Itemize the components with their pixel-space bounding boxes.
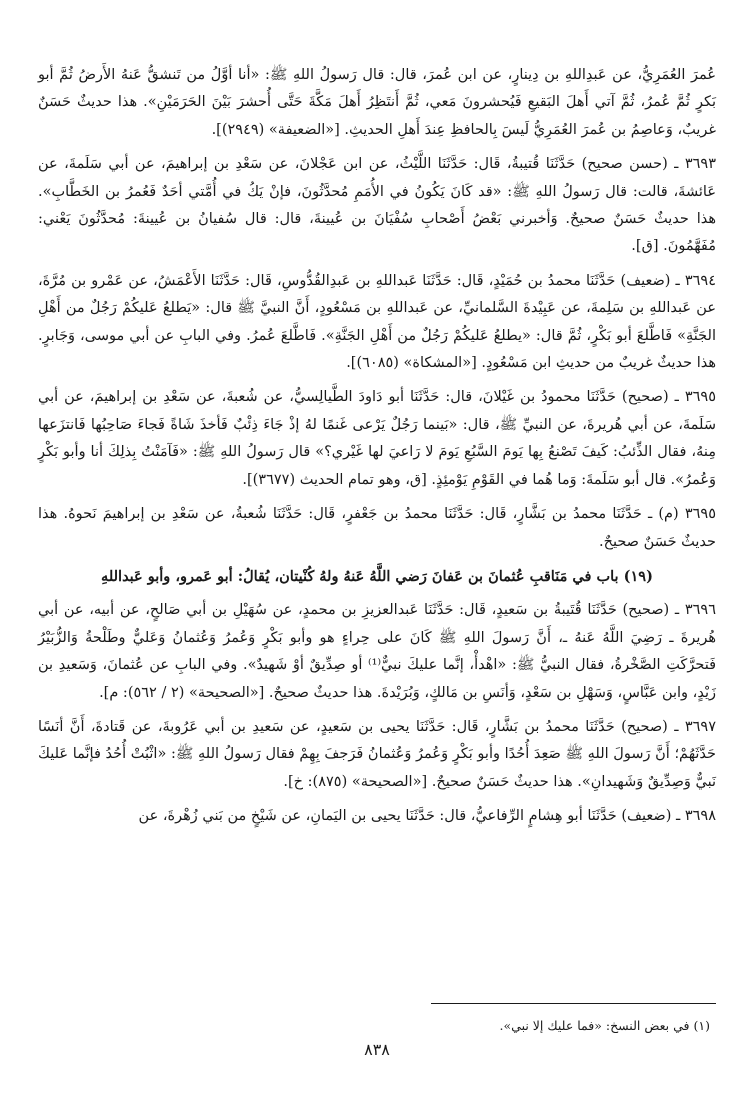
hadith-3696: ٣٦٩٦ ـ (صحيح) حَدَّثَنَا قُتَيبةُ بن سَعيدٍ، قَال: حَدَّثَنَا عَبدالعزيزِ بن محمدٍ، عن سُهَيْلِ بن أبي صَالحٍ، عن أبيه، عن أبي هُريرةَ ـ رَضِيَ اللَّهُ عَنهُ ـ، أَنَّ رَسولَ اللهِ ﷺ كَانَ على حِراءٍ هو وأبو بَكْرٍ وَعُمرُ وَعُثمانُ وَعَليٌّ وطَلْحةُ وَالزُّبَيْرُ فَتحرَّكَتِ الصَّخْرةُ، فقال النبيُّ ﷺ: «اهْدأْ، إنَّما عليكَ نبيٌّ⁽¹⁾ أو صِدِّيقٌ أوْ شَهيدٌ». وفي البابِ عن عُثمانَ، وَسَعيدِ بن زَيْدٍ، وابن عَبَّاسٍ، وَسَهْلِ بن سَعْدٍ، وَأنَسِ بن مَالكٍ، وَبُرَيْدةَ. هذا حديثٌ صحيحٌ. [«الصحيحة» (٢ / ٥٦٢): م]. [38,602,716,701]
hadith-3698: ٣٦٩٨ ـ (ضعيف) حَدَّثَنَا أبو هِشامٍ الرِّفاعيُّ، قال: حَدَّثَنَا يحيى بن اليَمانِ، عن شَيْخٍ من بَني زُهْرةَ، عن [138,808,716,825]
hadith-3697: ٣٦٩٧ ـ (صحيح) حَدَّثَنَا محمدُ بن بَشَّارٍ، قَال: حَدَّثَنَا يحيى بن سَعيدٍ، عن سَعيدِ بن أبي عَرُوبةَ، عن قَتادةَ، أَنَّ أنَسًا حَدَّثَهُمْ؛ أَنَّ رَسولَ اللهِ ﷺ صَعِدَ أُحُدًا وأبو بَكْرٍ وَعُمرُ وَعُثمانُ فَرَجفَ بِهِمْ فقال رَسولُ اللهِ ﷺ: «اثْبُتْ أُحُدُ فإنَّما عَليكَ نَبيٌّ وَصِدِّيقٌ وَشَهيدانِ». هذا حديثٌ حَسَنٌ صحيحٌ. [«الصحيحة» (٨٧٥): خ]. [38,718,716,790]
section-title: (١٩) باب في مَنَاقبِ عُثمانَ بن عَفانَ رَضي اللَّهُ عَنهُ ولهُ كُنْيتان، يُقالُ: أبو عَمرو، وأبو عَبداللهِ [101,567,653,585]
paragraph-continuation: عُمرَ العُمَرِيُّ، عن عَبدِاللهِ بن دِينارٍ، عن ابن عُمرَ، قال: قال رَسولُ اللهِ ﷺ: «أنا أوَّلُ من تَنشقُّ عَنهُ الأَرضُ ثُمَّ أبو بَكرٍ ثُمَّ عُمرُ، ثُمَّ آتي أَهلَ البَقيعِ فَيُحشرونَ مَعي، ثُمَّ أَنتَظِرُ أَهلَ مَكَّةَ حَتَّى أُحشرَ بَيْنَ الحَرَمَيْنِ». هذا حديثٌ حَسَنٌ غريبٌ، وَعاصِمُ بن عُمرَ العُمَرِيُّ لَيسَ بِالحافظِ عِندَ أَهلِ الحديثِ. [«الضعيفة» (٢٩٤٩)]. [38,67,716,138]
page-number: ٨٣٨ [364,1040,390,1059]
footnote-separator [431,1003,716,1004]
hadith-3694: ٣٦٩٤ ـ (ضعيف) حَدَّثَنَا محمدُ بن حُمَيْدٍ، قَال: حَدَّثَنَا عَبداللهِ بن عَبدِالقُدُّوسِ، قَال: حَدَّثَنَا الأَعْمَشُ، عن عَمْرو بن مُرَّةَ، عن عَبداللهِ بن سَلِمةَ، عن عَبِيْدةَ السَّلمانيِّ، عن عَبداللهِ بن مَسْعُودٍ، أَنَّ النبيَّ ﷺ قال: «يَطلعُ عَليكُمْ رَجُلٌ من أَهْلِ الجَنَّةِ» فَاطَّلعَ أبو بَكْرٍ، ثُمَّ قال: «يطلعُ عَليكُمْ رَجُلٌ من أَهْلِ الجَنَّةِ». فَاطَّلعَ عُمرُ. وفي البابِ عن أبي موسى، وَجَابرٍ. هذا حديثٌ غريبٌ من حديثِ ابن مَسْعُودٍ. [«المشكاة» (٦٠٨٥)]. [38,272,716,372]
hadith-3693: ٣٦٩٣ ـ (حسن صحيح) حَدَّثَنَا قُتيبةُ، قَال: حَدَّثَنَا اللَّيْثُ، عن ابن عَجْلانَ، عن سَعْدِ بن إبراهيمَ، عن أبي سَلَمةَ، عن عَائشةَ، قالت: قال رَسولُ اللهِ ﷺ: «قد كَانَ يَكُونُ في الأُمَمِ مُحدَّثُونَ، فإنْ يَكُ في أُمَّتي أحَدٌ فَعُمرُ بن الخَطَّابِ». هذا حديثٌ حَسَنٌ صحيحٌ. وَأخبرني بَعْضُ أَصْحابِ سُفْيَانَ بن عُيينةَ، قال: قال سُفيانُ بن عُيينةَ: مُحدَّثُونَ يَعْني: مُفَهَّمُونَ. [ق]. [38,156,716,255]
hadith-3695: ٣٦٩٥ ـ (صحيح) حَدَّثَنَا محمودُ بن غَيْلانَ، قال: حَدَّثَنَا أبو دَاودَ الطَّيالِسيُّ، عن شُعبةَ، عن سَعْدِ بن إبراهيمَ، عن أبي سَلَمةَ، عن أبي هُريرةَ، عن النبيِّ ﷺ، قال: «بَينما رَجُلٌ يَرْعى غَنمًا لهُ إذْ جَاءَ ذِئْبٌ فَأخذَ شَاةً فَجاءَ صَاحِبُها فَانتزَعها مِنهُ، فقال الذِّئبُ: كَيفَ تَصْنعُ بِها يَومَ السَّبُعِ يَومَ لا رَاعيَ لها غَيْري؟» قال رَسولُ اللهِ ﷺ: «فَآمَنْتُ بِذلِكَ أنا وأبو بَكْرٍ وَعُمرُ». قال أبو سَلَمةَ: وَما هُما في القَوْمِ يَوْمئِذٍ. [ق، وهو تمام الحديث (٣٦٧٧)]. [38,389,716,488]
page-body [38,62,716,838]
hadith-3695-m: ٣٦٩٥ (م) ـ حَدَّثَنَا محمدُ بن بَشَّارٍ، قَال: حَدَّثَنَا محمدُ بن جَعْفرٍ، قَال: حَدَّثَنَا شُعبةُ، عن سَعْدِ بن إبراهيمَ نَحوهُ. هذا حديثٌ حَسَنٌ صحيحٌ. [38,506,716,550]
footnote: (١) في بعض النسخ: «فما عليك إلا نبي». [499,1018,710,1033]
